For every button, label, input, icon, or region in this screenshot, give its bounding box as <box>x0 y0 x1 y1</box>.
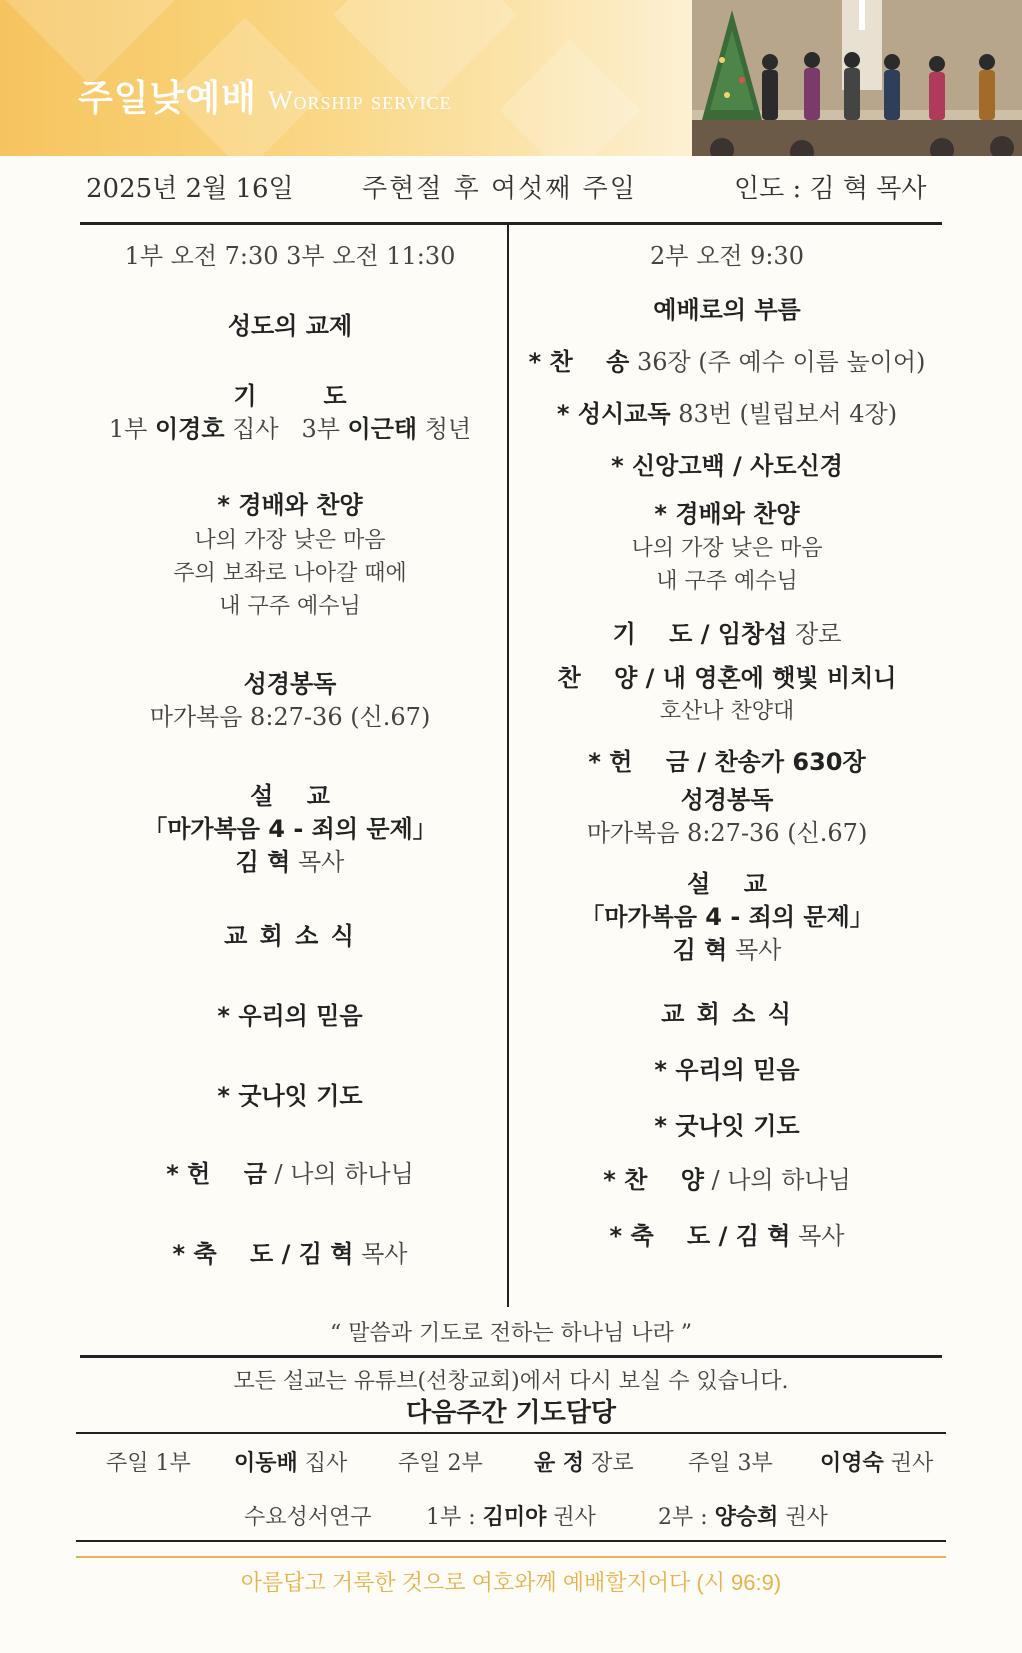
goodnight-prayer-item: * 굿나잇 기도 <box>217 1082 363 1110</box>
praise-item <box>512 496 942 598</box>
liturgical-season: 주현절 후 여섯째 주일 <box>362 174 637 204</box>
sermon-title: 「마가복음 4 - 죄의 문제」 <box>143 815 437 843</box>
next-week-sunday-3 <box>688 1446 773 1477</box>
person-role: 권사 <box>785 1505 828 1530</box>
hymn-label: * 찬 송 <box>528 348 630 376</box>
fellowship-item: 성도의 교제 <box>227 312 353 340</box>
choir-item <box>512 662 942 728</box>
sermon-label: 설 교 <box>250 782 330 810</box>
prayer-label: 기 도 <box>233 382 347 410</box>
benediction-role: 목사 <box>790 1222 845 1250</box>
person-role: 권사 <box>890 1451 934 1476</box>
goodnight-prayer-item: * 굿나잇 기도 <box>654 1112 800 1140</box>
praise-title: * 경배와 찬양 <box>217 491 363 519</box>
preacher-role: 목사 <box>735 936 782 964</box>
closing-praise-song: / 나의 하나님 <box>703 1166 851 1194</box>
call-to-worship: 예배로의 부름 <box>653 296 801 324</box>
praise-song: 내 구주 예수님 <box>656 569 798 594</box>
person-name: 이영숙 <box>820 1451 884 1476</box>
prayer-part3-name: 이근태 <box>347 415 418 443</box>
scripture-item <box>512 784 942 850</box>
service-date: 2025년 2월 16일 <box>86 174 294 204</box>
person-role: 장로 <box>591 1451 634 1476</box>
next-week-title: 다음주간 기도담당 <box>406 1398 616 1428</box>
choir-name: 호산나 찬양대 <box>659 699 795 724</box>
benediction-item <box>512 1216 942 1251</box>
prayer-item <box>80 380 500 446</box>
sermon-item <box>512 868 942 967</box>
scripture-label: 성경봉독 <box>243 670 337 698</box>
top-rule <box>80 222 942 225</box>
sermon-item <box>80 780 500 879</box>
service-time-2: 2부 오전 9:30 <box>650 242 804 270</box>
sermon-title: 「마가복음 4 - 죄의 문제」 <box>580 903 874 931</box>
prayer-part3-label: 3부 <box>301 415 340 443</box>
person-name: 윤 정 <box>534 1451 585 1476</box>
creed-item: * 우리의 믿음 <box>217 1002 363 1030</box>
reading-label: * 성시교독 <box>556 400 671 428</box>
next-week-top-rule <box>76 1432 946 1434</box>
praise-song: 나의 가장 낮은 마음 <box>194 528 386 553</box>
scripture-ref: 마가복음 8:27-36 (신.67) <box>586 819 868 847</box>
prayer-part3-role: 청년 <box>424 415 472 443</box>
benediction-label: * 축 도 / 김 혁 <box>172 1240 354 1268</box>
next-week-sunday-3-person <box>820 1446 933 1477</box>
preacher-name: 김 혁 <box>235 848 291 876</box>
benediction-item <box>80 1234 500 1269</box>
verse-rule <box>76 1556 946 1558</box>
hymn-text: 36장 (주 예수 이름 높이어) <box>629 348 926 376</box>
praise-song: 내 구주 예수님 <box>219 594 361 619</box>
slot-label: 1부 : <box>426 1505 476 1530</box>
service-subtitle: Worship service <box>268 86 452 115</box>
service-leader: 인도 : 김 혁 목사 <box>734 174 927 204</box>
worship-team-photo <box>692 0 1022 156</box>
church-motto: “ 말씀과 기도로 전하는 하나님 나라 ” <box>330 1321 692 1346</box>
responsive-reading-item <box>512 394 942 429</box>
person-role: 집사 <box>304 1451 348 1476</box>
prayer-part1-label: 1부 <box>108 415 148 443</box>
slot-label: 주일 3부 <box>688 1451 773 1476</box>
header-banner <box>0 0 1022 156</box>
church-news-item: 교 회 소 식 <box>224 922 356 950</box>
offering-item <box>80 1154 500 1189</box>
offering-item: * 헌 금 / 찬송가 630장 <box>588 748 866 776</box>
benediction-label: * 축 도 / 김 혁 <box>609 1222 791 1250</box>
prayer-part1-role: 집사 <box>232 415 279 443</box>
church-news-item: 교 회 소 식 <box>661 1000 793 1028</box>
slot-label: 수요성서연구 <box>244 1505 372 1530</box>
praise-title: * 경배와 찬양 <box>654 500 800 528</box>
offering-label: * 헌 금 <box>166 1160 267 1188</box>
praise-song: 나의 가장 낮은 마음 <box>631 536 823 561</box>
scripture-label: 성경봉독 <box>680 786 774 814</box>
preacher-role: 목사 <box>298 848 345 876</box>
next-week-wednesday-2 <box>658 1500 828 1531</box>
hymn-item <box>512 342 942 377</box>
offering-song: / 나의 하나님 <box>266 1160 414 1188</box>
prayer-label: 기 도 / 임창섭 <box>612 620 788 648</box>
sermon-label: 설 교 <box>687 870 767 898</box>
next-week-sunday-2-person <box>534 1446 634 1477</box>
choir-label: 찬 양 / 내 영혼에 햇빛 비치니 <box>557 664 897 692</box>
prayer-role: 장로 <box>787 620 842 648</box>
service-time-1-3: 1부 오전 7:30 3부 오전 11:30 <box>124 242 456 270</box>
closing-praise-item <box>512 1160 942 1195</box>
next-week-sunday-1-person <box>234 1446 347 1477</box>
person-name: 이동배 <box>234 1451 298 1476</box>
next-week-sunday-2 <box>398 1446 483 1477</box>
person-role: 권사 <box>553 1505 596 1530</box>
person-name: 김미야 <box>482 1505 547 1530</box>
prayer-part1-name: 이경호 <box>154 415 225 443</box>
closing-praise-label: * 찬 양 <box>603 1166 704 1194</box>
service-title: 주일낮예배 <box>78 78 257 119</box>
preacher-name: 김 혁 <box>672 936 728 964</box>
youtube-note: 모든 설교는 유튜브(선창교회)에서 다시 보실 수 있습니다. <box>233 1369 789 1394</box>
footer-rule <box>80 1355 942 1358</box>
closing-verse: 아름답고 거룩한 것으로 여호와께 예배할지어다 (시 96:9) <box>240 1570 782 1595</box>
next-week-wednesday-1 <box>426 1500 596 1531</box>
column-divider <box>507 225 509 1307</box>
next-week-wednesday <box>244 1500 372 1531</box>
person-name: 양승희 <box>714 1505 779 1530</box>
praise-song: 주의 보좌로 나아갈 때에 <box>173 561 407 586</box>
praise-item <box>80 486 500 623</box>
benediction-role: 목사 <box>353 1240 408 1268</box>
slot-label: 주일 1부 <box>106 1451 191 1476</box>
prayer-item <box>512 614 942 649</box>
slot-label: 2부 : <box>658 1505 708 1530</box>
confession-item: * 신앙고백 / 사도신경 <box>611 452 843 480</box>
scripture-ref: 마가복음 8:27-36 (신.67) <box>149 703 431 731</box>
scripture-item <box>80 668 500 734</box>
next-week-sunday-1 <box>106 1446 191 1477</box>
reading-text: 83번 (빌립보서 4장) <box>670 400 898 428</box>
slot-label: 주일 2부 <box>398 1451 483 1476</box>
next-week-bottom-rule <box>76 1540 946 1542</box>
creed-item: * 우리의 믿음 <box>654 1056 800 1084</box>
